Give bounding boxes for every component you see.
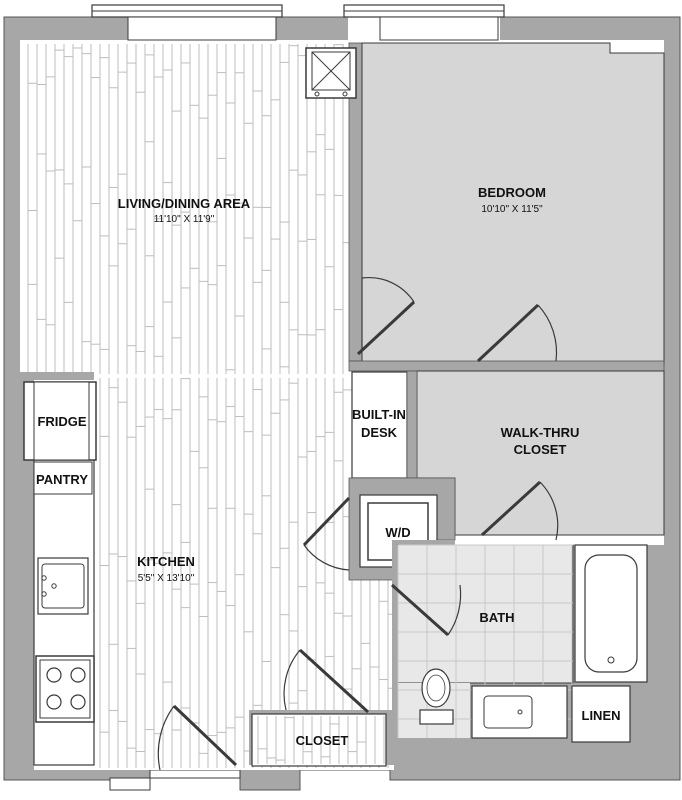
bathtub-basin	[585, 555, 637, 672]
pantry-label: PANTRY	[36, 472, 88, 487]
wall-bedroom-closet	[349, 361, 664, 371]
window-left-inner	[128, 17, 276, 40]
bedroom-dims: 10'10" X 11'5"	[481, 204, 543, 215]
builtin-desk-label-2: DESK	[360, 425, 398, 440]
kitchen-dims: 5'5" X 13'10"	[137, 573, 195, 584]
wd-label: W/D	[385, 525, 411, 540]
bath-area	[392, 540, 664, 765]
vanity	[472, 686, 567, 738]
kitchen-label: KITCHEN	[137, 554, 195, 569]
fridge-label: FRIDGE	[37, 414, 87, 429]
linen-label: LINEN	[581, 708, 621, 723]
vent-box	[306, 48, 356, 98]
living-kitchen-wall-step	[20, 372, 94, 380]
walk-thru-label-1: WALK-THRU	[500, 425, 580, 440]
walk-thru-label-2: CLOSET	[513, 442, 567, 457]
bath-label: BATH	[479, 610, 515, 625]
window-right-inner	[380, 17, 498, 40]
living-label: LIVING/DINING AREA	[117, 196, 251, 211]
bedroom-label: BEDROOM	[478, 185, 546, 200]
toilet	[420, 669, 453, 724]
kitchen-counter	[20, 375, 96, 770]
builtin-desk-label-1: BUILT-IN	[352, 407, 406, 422]
wall-desk-closet	[407, 371, 417, 478]
closet-label: CLOSET	[295, 733, 349, 748]
living-dims: 11'10" X 11'9"	[153, 214, 215, 225]
